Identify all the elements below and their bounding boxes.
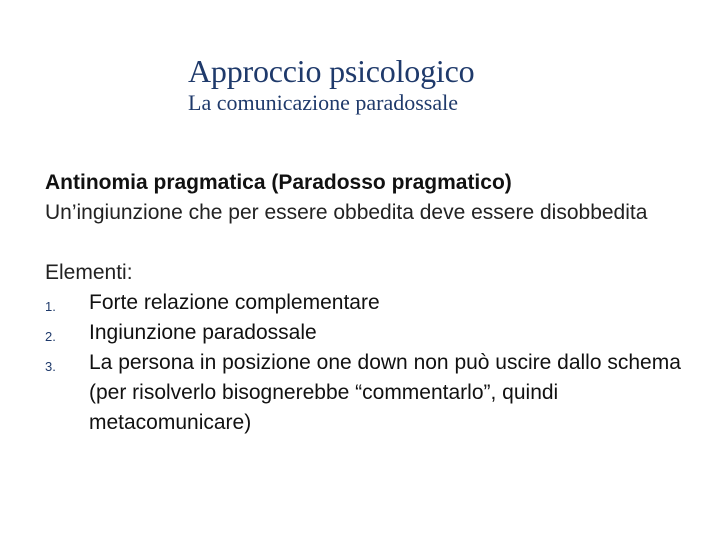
list-item-text: Ingiunzione paradossale [89,321,317,344]
list-item [45,348,685,438]
elements-label: Elementi: [45,261,133,284]
list-item [45,288,685,318]
slide-body [45,168,685,438]
list-item-number: 1. [45,299,56,314]
slide-subtitle: La comunicazione paradossale [188,90,458,115]
elements-list [45,288,685,438]
slide-title-block [188,52,688,116]
spacer [45,228,685,258]
list-item-number: 3. [45,359,56,374]
list-item-text: La persona in posizione one down non può uscire dallo schema (per risolverlo bisognerebbe “commentarlo”, quindi metacomunicare) [89,351,681,434]
list-item-number: 2. [45,329,56,344]
definition-text: Un’ingiunzione che per essere obbedita deve essere disobbedita [45,201,648,224]
list-item [45,318,685,348]
section-heading: Antinomia pragmatica (Paradosso pragmatico) [45,171,512,194]
list-item-text: Forte relazione complementare [89,291,380,314]
slide-title: Approccio psicologico [188,53,475,89]
